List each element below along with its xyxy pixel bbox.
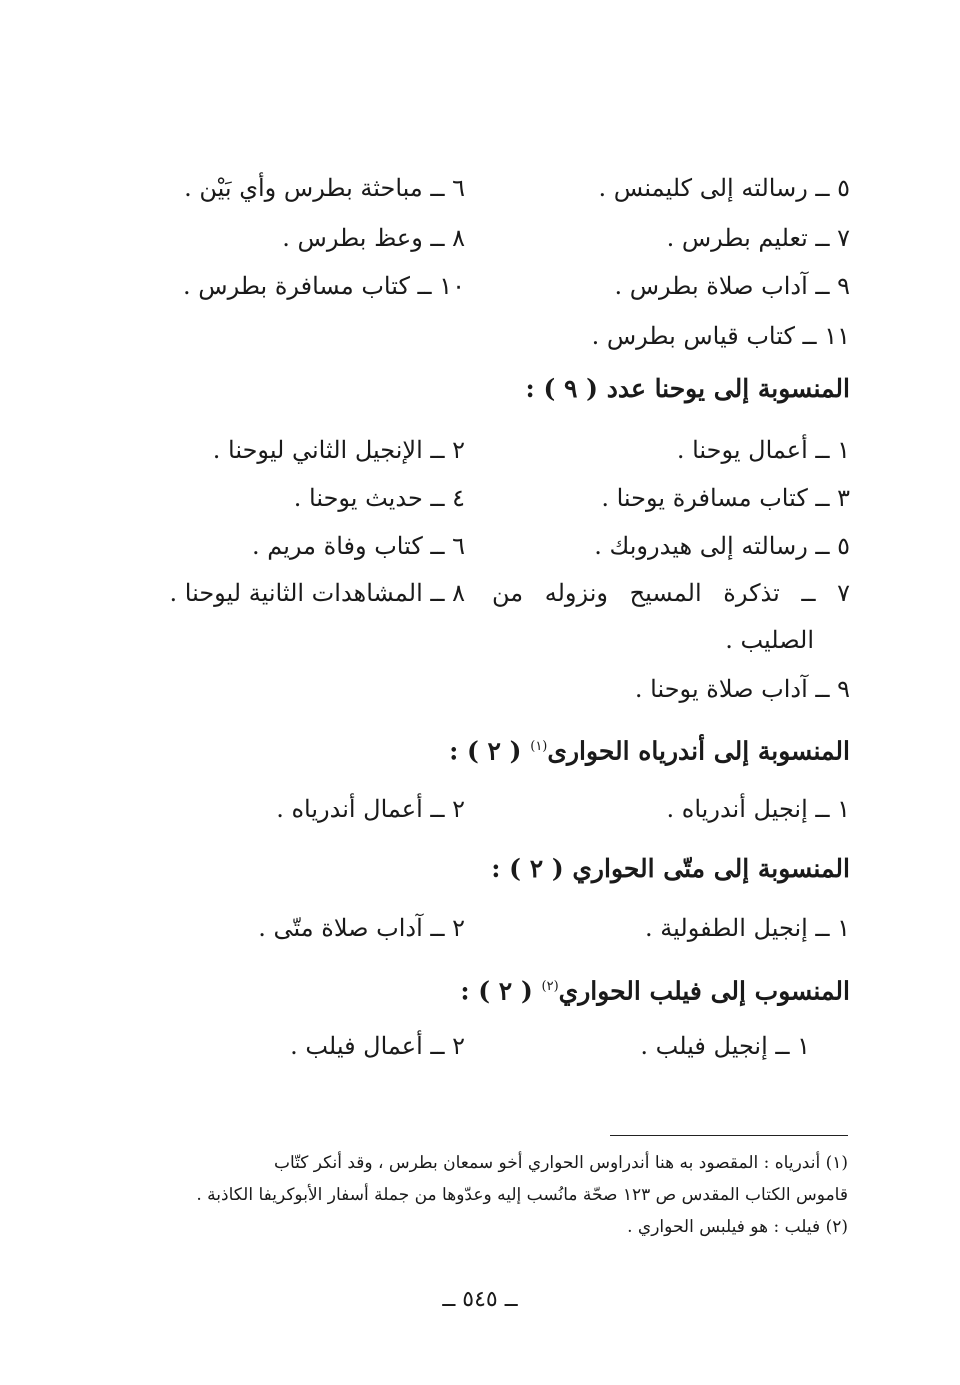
list-item: ٧ ــ تعليم بطرس . [666,224,850,252]
list-item: ٥ ــ رسالته إلى هيدروبك . [594,532,850,560]
list-item: ٩ ــ آداب صلاة بطرس . [614,272,850,300]
footnote-1-continuation: قاموس الكتاب المقدس ص ١٢٣ صحّة مانُسب إليه وعدّوها من جملة أسفار الأبوكريفا الكاذبة . [196,1185,848,1205]
list-item: ١ ــ أعمال يوحنا . [676,436,850,464]
list-item: ٨ ــ وعظ بطرس . [282,224,465,252]
footnote-marker: (١) [530,739,548,754]
page-number: ــ ٥٤٥ ــ [442,1287,518,1312]
list-item: ٢ ــ أعمال فيلب . [290,1032,465,1060]
list-item: ٦ ــ كتاب وفاة مريم . [252,532,465,560]
list-item: ٢ ــ الإنجيل الثاني ليوحنا . [212,436,465,464]
footnote-divider [610,1135,848,1136]
heading-text: المنسوبة إلى أندرياه الحوارى [547,736,850,766]
heading-count: ( ٢ ) : [460,976,533,1006]
list-item: ٢ ــ أعمال أندرياه . [276,795,465,823]
list-item: ١ ــ إنجيل فيلب . [640,1032,810,1060]
list-item: ٩ ــ آداب صلاة يوحنا . [634,675,850,703]
list-item: ٨ ــ المشاهدات الثانية ليوحنا . [169,579,465,607]
list-item: ٣ ــ كتاب مسافرة يوحنا . [601,484,850,512]
list-item: ٤ ــ حديث يوحنا . [293,484,465,512]
section-heading-john: المنسوبة إلى يوحنا عدد ( ٩ ) : [525,374,850,403]
section-heading-matthew: المنسوبة إلى متّى الحواري ( ٢ ) : [491,854,850,883]
section-heading-andrew [449,730,850,768]
list-item: ١٠ ــ كتاب مسافرة بطرس . [183,272,465,300]
footnote-1: (١) أندرياه : المقصود به هنا أندراوس الحواري أخو سمعان بطرس ، وقد أنكر كتّاب [273,1153,848,1173]
footnote-marker: (٢) [541,979,559,994]
heading-text: المنسوب إلى فيلب الحواري [558,976,850,1006]
list-item: ١ ــ إنجيل أندرياه . [666,795,850,823]
list-item: ٥ ــ رسالته إلى كليمنس . [598,174,850,202]
heading-count: ( ٢ ) : [449,736,522,766]
footnote-2: (٢) فيلب : هو فيلبس الحواري . [627,1217,848,1237]
list-item: ١ ــ إنجيل الطفولية . [645,914,850,942]
list-item-continuation: الصليب . [725,626,814,654]
list-item: ٢ ــ آداب صلاة متّى . [258,914,465,942]
list-item: ٧ ــ تذكرة المسيح ونزوله من [491,579,850,607]
section-heading-philip [460,970,850,1008]
list-item: ٦ ــ مباحثة بطرس وأي بَيْن . [184,174,465,202]
list-item: ١١ ــ كتاب قياس بطرس . [591,322,850,350]
